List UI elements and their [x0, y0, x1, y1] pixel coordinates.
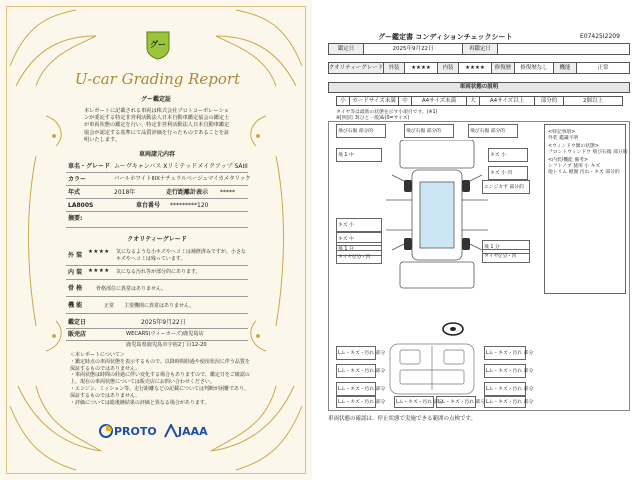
- address-row: [66, 340, 248, 351]
- label-ml-5: タイヤ(凸)・凹: [338, 255, 371, 260]
- label-top-2: 飛び石傷 部分的: [406, 129, 442, 134]
- proto-logo-icon: [99, 424, 113, 438]
- mileage-value: *****: [220, 189, 235, 196]
- chassis-value: *********120: [170, 202, 209, 209]
- kantei-date-value: 2025年9月22日: [363, 43, 463, 55]
- repair-label: 修復歴: [491, 62, 515, 74]
- report-notes: ＜本レポートについて＞ ・鑑定時点の車両状態を表示するもので、以降時間経過や使用状況に伴う品質を保証するものではありません。 ・車両状態は時間の経過に伴い変化する場合もありますので、鑑定日をご確認の上、現在の車両状態については販売店にお問い合わせください。 ・エンジン、ミッション等、走行距離などの記載については判断が困難であり、保証するものではありません。 ・評価については総後継結果の評価と異なる場合があります。: [70, 352, 250, 406]
- model-row: [66, 200, 248, 212]
- size-small: 小: [336, 96, 350, 106]
- legend-note-2: ※[例]有 3(ひと一般)&(0=サイズ): [336, 116, 410, 121]
- condition-check-sheet: [318, 0, 640, 480]
- recheck-date-label: 再鑑定日: [462, 43, 498, 55]
- note-label: 摘要:: [68, 215, 83, 222]
- label-mr-1: キズ 小: [490, 153, 506, 158]
- legend-note-1: タイヤ等は最新の状態を示す小項目です。(※1): [336, 110, 438, 115]
- label-lr-3: Lム・キズ・汚れ 部分: [486, 387, 534, 392]
- label-ml-1: 飛 1 中: [338, 153, 354, 158]
- model-code: LA800S: [68, 202, 94, 209]
- sheet-footer: 車両状態の確認は、停止状態で実施できる範囲の点検です。: [328, 416, 477, 422]
- frame-value: 骨格部位に異常はありません。: [96, 286, 167, 292]
- frame-row: [66, 282, 248, 297]
- label-mr-2: キズ 小 凹: [490, 171, 513, 176]
- jaaa-brand: JAAA: [178, 425, 208, 438]
- side-note-5: <内装/機能 備考>: [548, 158, 588, 163]
- kantei-cert-label: グー鑑定証: [140, 96, 171, 103]
- exterior-row: [66, 247, 248, 266]
- label-lm-2: Lム・キズ・汚れ 部分: [438, 400, 486, 405]
- address-value: 鹿児島県鹿児島市宇宿2丁目12-20: [126, 342, 207, 348]
- car-name-row: [66, 161, 248, 173]
- size-a4-over: A4サイズ以上: [479, 96, 535, 106]
- label-top-1: 飛び石傷 部分的: [338, 129, 374, 134]
- size-card: カードサイズ未満: [349, 96, 399, 106]
- mileage-label: 走行距離計表示: [166, 189, 209, 196]
- shop-label: 販売店: [68, 331, 87, 338]
- shop-value: WECARS(ウィーカーズ)鹿児島店: [126, 331, 204, 337]
- exterior-comment: 気になるような小キズやヘコミは補修済みですが、小さなキズやヘコミは残っています。: [116, 249, 246, 262]
- year-row: [66, 187, 248, 199]
- label-mr-3: エンジカず 部分的: [484, 185, 524, 190]
- car-top-view-diagram: [382, 140, 492, 290]
- cert-id: E07425I2209: [580, 33, 620, 40]
- car-name-label: 車名・グレード: [68, 163, 111, 170]
- interior-stars: ★★★★: [88, 268, 110, 274]
- exterior-stars: ★★★★: [88, 249, 110, 255]
- report-title: U-car Grading Report: [74, 70, 241, 88]
- report-intro: 本レポートに記載される車両は株式会社プロトコーポレーションが委託する特定非営利活動法人日本自動車鑑定協会の鑑定士が車両状態の鑑定を行い、特定非営利活動法人日本自動車鑑定協会が認定する基準にて品質評価を行ったものであることを証明いたします。: [84, 108, 230, 143]
- label-ll-3: Lム・キズ・汚れ 部分: [338, 387, 386, 392]
- size-a4: A4サイズ未満: [411, 96, 467, 106]
- state-heading: 車両状態の説明: [328, 82, 630, 93]
- function-label: 機 能: [68, 302, 83, 309]
- quality-heading: クオリティーグレード: [127, 236, 187, 243]
- jaaa-logo-icon: [164, 424, 178, 438]
- label-mr-4: 飛 1 分: [484, 245, 500, 250]
- partial-label: 部分的: [534, 96, 564, 106]
- size-large: 大: [466, 96, 480, 106]
- label-ll-1: Lム・キズ・汚れ 部分: [338, 351, 386, 356]
- vehicle-spec-heading: 車両諸元内容: [138, 151, 175, 158]
- date-row: [66, 317, 248, 329]
- date-label: 鑑定日: [68, 319, 87, 326]
- sheet-exterior-label: 外装: [383, 62, 405, 74]
- label-ll-4: Lム・キズ・汚れ 部分: [338, 400, 386, 405]
- date-value: 2025年9月22日: [141, 319, 186, 326]
- chassis-label: 車台番号: [136, 202, 161, 209]
- sheet-exterior-stars: ★★★★: [404, 62, 438, 74]
- side-note-7: 他トリム 軽微 汚れ・キズ 部分的: [548, 170, 620, 175]
- label-ll-2: Lム・キズ・汚れ 部分: [338, 369, 386, 374]
- function-comment: 主要機関に異常はありません。: [124, 303, 195, 309]
- label-top-3: 飛び石傷 部分的: [470, 129, 506, 134]
- side-note-6: シフトノブ 使用 小 キズ: [548, 164, 601, 169]
- size-mid: 中: [398, 96, 412, 106]
- exterior-label: 外 装: [68, 252, 83, 259]
- repair-value: 修復歴なし: [514, 62, 554, 74]
- sheet-interior-stars: ★★★★: [458, 62, 492, 74]
- interior-seat-diagram: [384, 342, 480, 396]
- side-note-4: フロントウィンドウ 飛び石傷 部分的: [548, 150, 628, 155]
- note-row: [66, 213, 248, 228]
- side-note-2: 外装 鑑識不明: [548, 136, 579, 141]
- sheet-title: グー鑑定書 コンディションチェックシート: [378, 33, 513, 41]
- function-value: 正常: [104, 303, 115, 309]
- year-label: 年式: [68, 189, 81, 196]
- interior-comment: 気になる汚れ等が部分的にあります。: [116, 269, 201, 275]
- label-lr-2: Lム・キズ・汚れ 部分: [486, 369, 534, 374]
- label-ml-2: キズ 小: [338, 223, 354, 228]
- function-row: [66, 299, 248, 314]
- proto-brand: PROTO: [114, 425, 157, 438]
- sheet-function-value: 正常: [576, 62, 630, 74]
- steering-wheel-icon: [442, 322, 464, 336]
- grading-report-panel: [0, 0, 312, 480]
- side-note-1: <特記事項>: [548, 130, 576, 135]
- label-lr-1: Lム・キズ・汚れ 部分: [486, 351, 534, 356]
- color-row: [66, 174, 251, 186]
- interior-row: [66, 266, 248, 280]
- recheck-date-value: [497, 43, 630, 55]
- sheet-function-label: 機能: [553, 62, 577, 74]
- svg-text:グー: グー: [150, 40, 166, 49]
- goo-kantei-logo: [143, 30, 173, 60]
- color-value: パールホワイトIIIXナチュラルベージュマイカメタリック: [114, 176, 251, 182]
- interior-label: 内 装: [68, 269, 83, 276]
- year-value: 2018年: [114, 189, 136, 196]
- label-ml-3: キズ 中: [338, 237, 354, 242]
- frame-label: 骨 格: [68, 285, 83, 292]
- kantei-date-label: 鑑定日: [328, 43, 364, 55]
- label-mr-5: タイヤ(凸)・凹: [484, 254, 517, 259]
- car-name-value: ムーヴキャンバス Xリミテッドメイクアップ SAIII: [114, 163, 248, 170]
- partial-count: 2個以上: [563, 96, 623, 106]
- label-lm-1: Lム・キズ・汚れ 部分: [396, 400, 444, 405]
- sheet-interior-label: 内装: [437, 62, 459, 74]
- label-lr-4: Lム・キズ・汚れ 部分: [486, 400, 534, 405]
- label-ml-4: 飛 1 分: [338, 247, 354, 252]
- side-note-3: <ウィンドウ類の状態>: [548, 144, 599, 149]
- quality-grade-label: クオリティーグレード: [328, 62, 384, 74]
- color-label: カラー: [68, 176, 87, 183]
